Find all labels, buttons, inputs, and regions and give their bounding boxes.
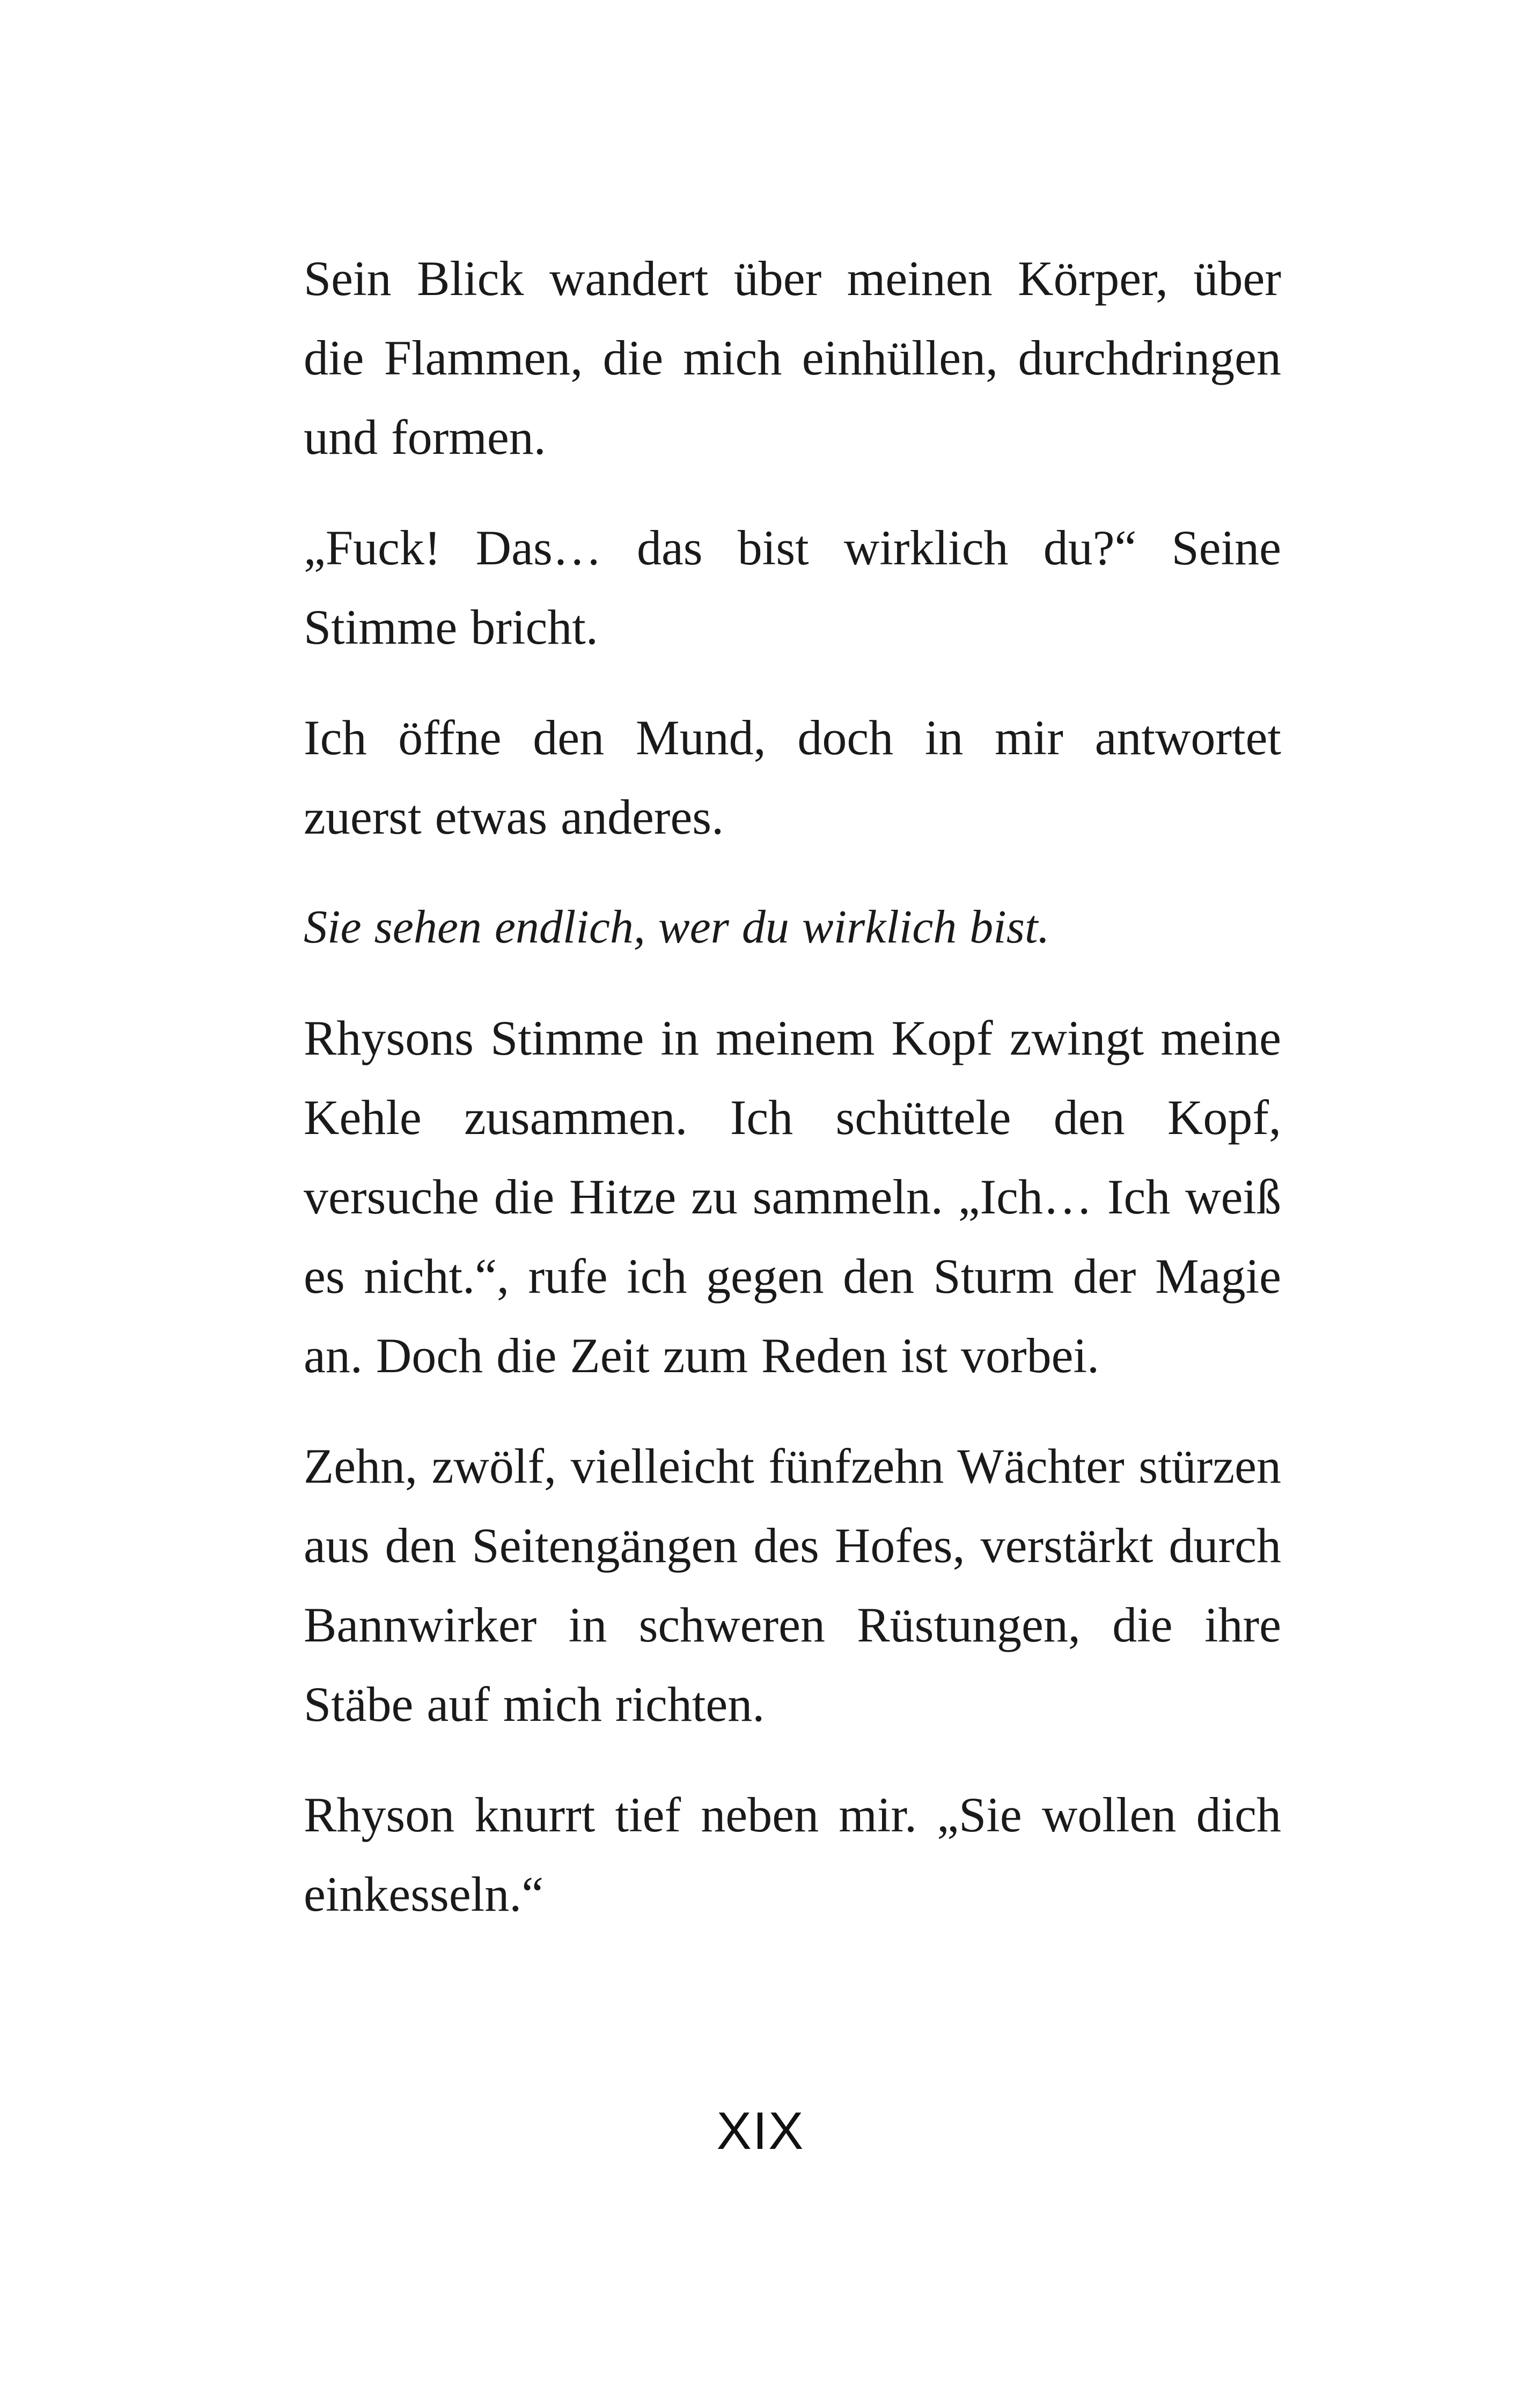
paragraph-5: Rhysons Stimme in meinem Kopf zwingt meine Kehle zusammen. Ich schüttele den Kopf, versuche die Hitze zu sammeln. „Ich… Ich weiß es nicht.“, rufe ich gegen den Sturm der Magie an. Doch die Zeit zum Reden ist vorbei. bbox=[304, 1011, 1281, 1383]
paragraph-3: Ich öffne den Mund, doch in mir antwortet zuerst etwas anderes. bbox=[304, 710, 1281, 844]
page-number: XIX bbox=[716, 2101, 805, 2160]
paragraph-1: Sein Blick wandert über meinen Körper, über die Flammen, die mich einhüllen, durchdringen und formen. bbox=[304, 251, 1281, 465]
paragraph-2: „Fuck! Das… das bist wirklich du?“ Seine Stimme bricht. bbox=[304, 520, 1281, 654]
paragraph-6: Zehn, zwölf, vielleicht fünfzehn Wächter stürzen aus den Seitengängen des Hofes, verstärkt durch Bannwirker in schweren Rüstungen, die ihre Stäbe auf mich richten. bbox=[304, 1439, 1281, 1732]
paragraph-7: Rhyson knurrt tief neben mir. „Sie wollen dich einkesseln.“ bbox=[304, 1787, 1281, 1921]
paragraph-4-italic-thought: Sie sehen endlich, wer du wirklich bist. bbox=[304, 901, 1050, 953]
body-text bbox=[304, 239, 1281, 1965]
